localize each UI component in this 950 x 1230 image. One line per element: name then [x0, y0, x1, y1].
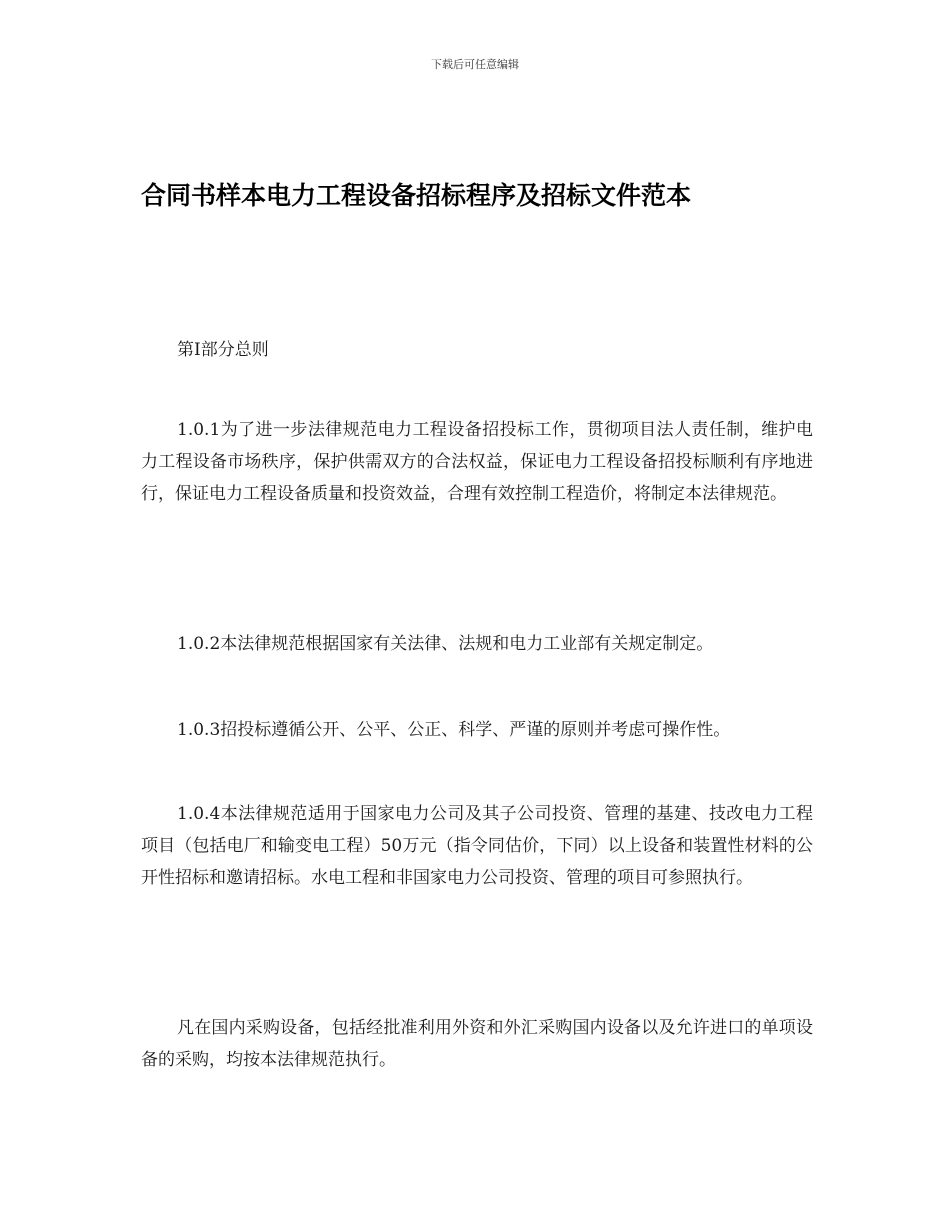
document-title: 合同书样本电力工程设备招标程序及招标文件范本 [141, 181, 692, 210]
paragraph-1-0-1: 1.0.1为了进一步法律规范电力工程设备招投标工作，贯彻项目法人责任制，维护电力工程设备市场秩序，保护供需双方的合法权益，保证电力工程设备招投标顺利有序地进行，保证电力工程设备质量和投资效益，合理有效控制工程造价，将制定本法律规范。 [141, 420, 813, 504]
paragraph-domestic-procurement: 凡在国内采购设备，包括经批准利用外资和外汇采购国内设备以及允许进口的单项设备的采购，均按本法律规范执行。 [141, 1018, 813, 1070]
paragraph-1-0-4: 1.0.4本法律规范适用于国家电力公司及其子公司投资、管理的基建、技改电力工程项目（包括电厂和输变电工程）50万元（指令同估价，下同）以上设备和装置性材料的公开性招标和邀请招标。水电工程和非国家电力公司投资、管理的项目可参照执行。 [141, 804, 813, 888]
paragraph-1-0-3: 1.0.3招投标遵循公开、公平、公正、科学、严谨的原则并考虑可操作性。 [177, 720, 731, 740]
header-note: 下载后可任意编辑 [431, 58, 519, 71]
section-heading: 第I部分总则 [177, 340, 269, 360]
paragraph-1-0-2: 1.0.2本法律规范根据国家有关法律、法规和电力工业部有关规定制定。 [177, 634, 714, 654]
